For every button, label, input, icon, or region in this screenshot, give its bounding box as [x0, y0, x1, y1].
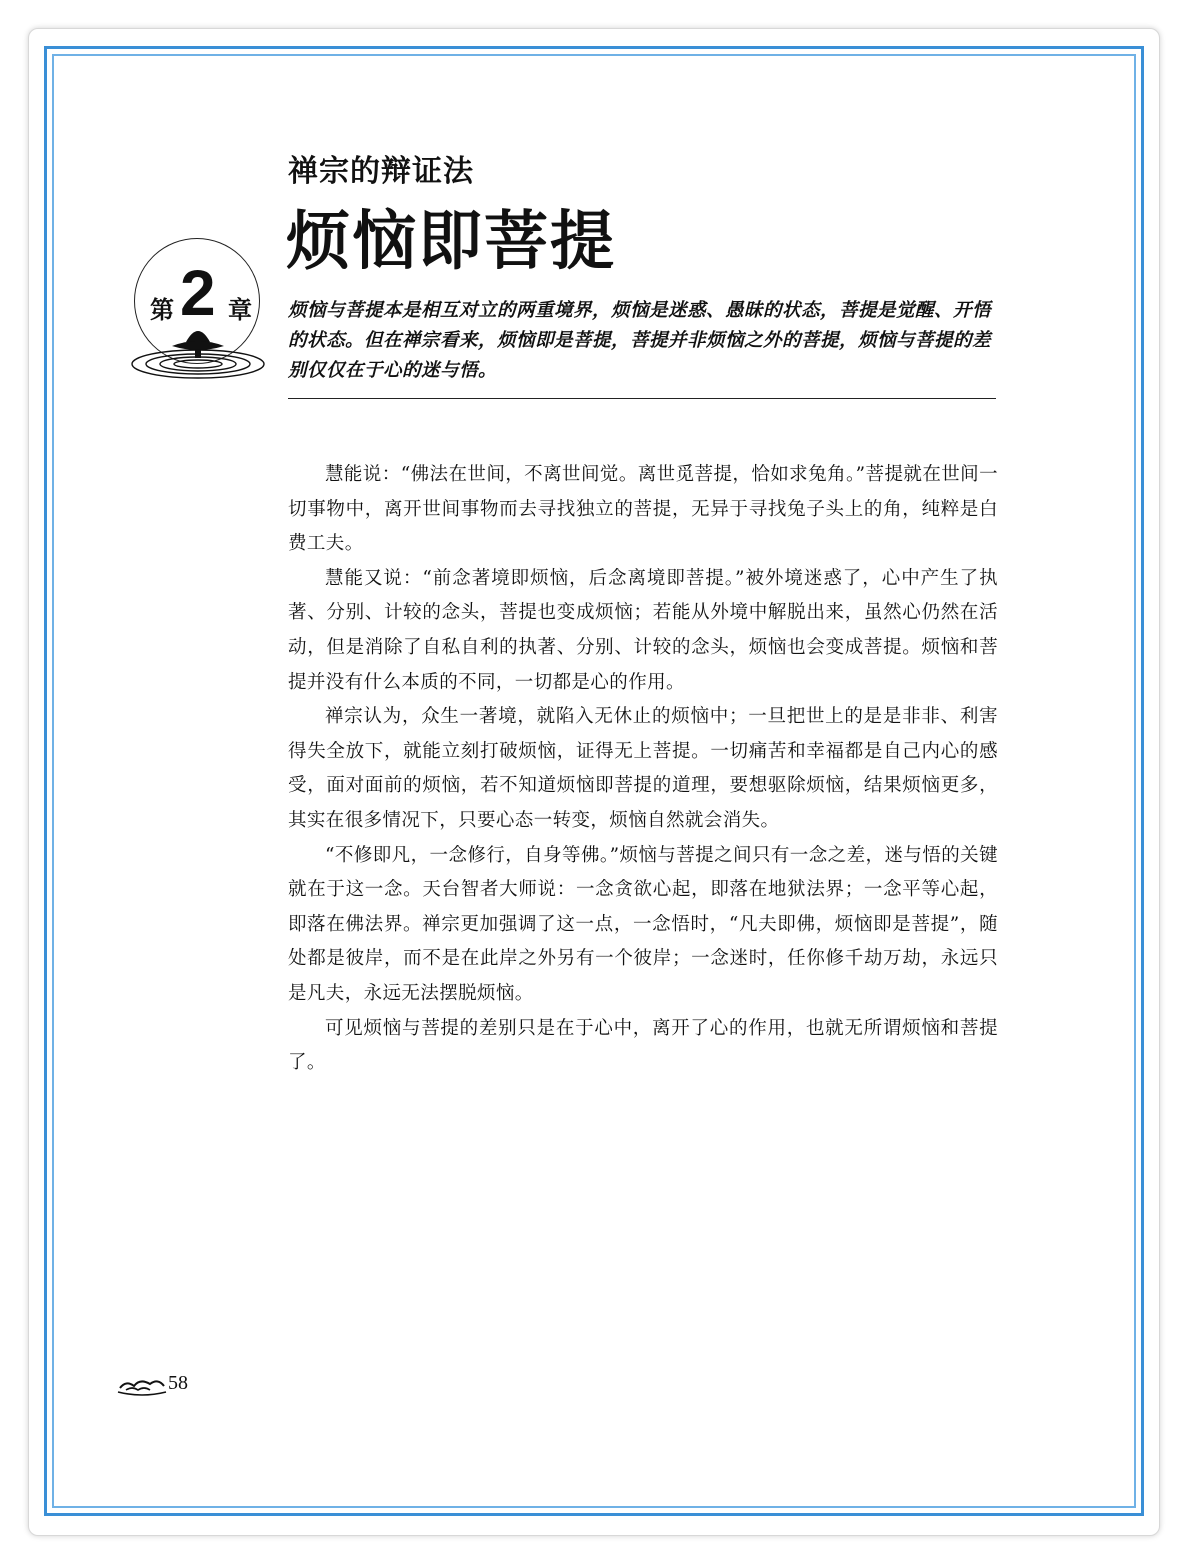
paragraph: “不修即凡，一念修行，自身等佛。”烦恼与菩提之间只有一念之差，迷与悟的关键就在于这一念。天台智者大师说：一念贪欲心起，即落在地狱法界；一念平等心起，即落在佛法界。禅宗更加强调了这一点，一念悟时，“凡夫即佛，烦恼即是菩提”，随处都是彼岸，而不是在此岸之外另有一个彼岸；一念迷时，任你修千劫万劫，永远只是凡夫，永远无法摆脱烦恼。 [288, 844, 998, 1004]
paragraph: 可见烦恼与菩提的差别只是在于心中，离开了心的作用，也就无所谓烦恼和菩提了。 [288, 1017, 998, 1074]
badge-suffix: 章 [228, 296, 252, 324]
badge-prefix: 第 [150, 296, 174, 324]
chapter-title: 烦恼即菩提 [286, 205, 616, 279]
chapter-intro: 烦恼与菩提本是相互对立的两重境界，烦恼是迷惑、愚昧的状态，菩提是觉醒、开悟的状态。但在禅宗看来，烦恼即是菩提，菩提并非烦恼之外的菩提，烦恼与菩提的差别仅仅在于心的迷与悟。 [288, 300, 992, 381]
lotus-ripple-icon [128, 318, 278, 388]
intro-divider [288, 398, 996, 399]
paragraph: 慧能又说：“前念著境即烦恼，后念离境即菩提。”被外境迷惑了，心中产生了执著、分别、计较的念头，菩提也变成烦恼；若能从外境中解脱出来，虽然心仍然在活动，但是消除了自私自利的执著、分别、计较的念头，烦恼也会变成菩提。烦恼和菩提并没有什么本质的不同，一切都是心的作用。 [288, 567, 998, 693]
cloud-ornament-icon [116, 1372, 168, 1398]
page-footer [116, 1372, 206, 1402]
paragraph: 禅宗认为，众生一著境，就陷入无休止的烦恼中；一旦把世上的是是非非、利害得失全放下，就能立刻打破烦恼，证得无上菩提。一切痛苦和幸福都是自己内心的感受，面对面前的烦恼，若不知道烦恼即菩提的道理，要想驱除烦恼，结果烦恼更多，其实在很多情况下，只要心态一转变，烦恼自然就会消失。 [288, 706, 998, 831]
paragraph: 慧能说：“佛法在世间，不离世间觉。离世觅菩提，恰如求兔角。”菩提就在世间一切事物中，离开世间事物而去寻找独立的菩提，无异于寻找兔子头上的角，纯粹是白费工夫。 [288, 464, 998, 555]
badge-number: 2 [180, 257, 216, 329]
chapter-badge [128, 238, 278, 388]
body-text [288, 458, 998, 1081]
chapter-subtitle: 禅宗的辩证法 [288, 154, 474, 189]
page-number: 58 [168, 1372, 188, 1394]
